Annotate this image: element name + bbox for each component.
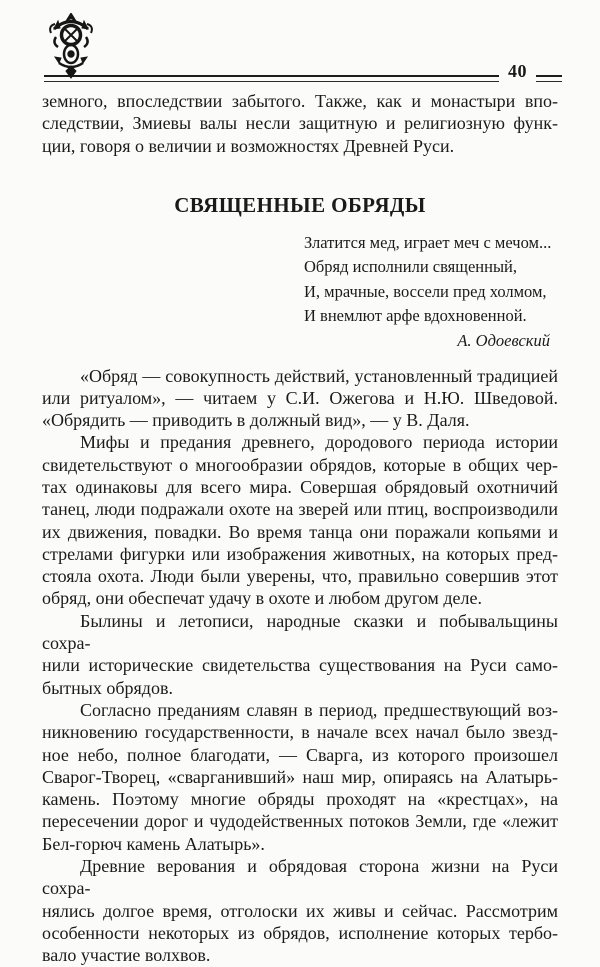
body-line: «Обрядить — приводить в должный вид», — у В. Даля. (42, 410, 470, 431)
paragraph (42, 365, 558, 432)
body-line: вало участие волхвов. (42, 945, 211, 966)
body-line: Бел-горюч камень Алатырь». (42, 833, 265, 854)
body-line: бытных обрядов. (42, 677, 173, 698)
epigraph-line: И внемлют арфе вдохновенной. (304, 306, 527, 326)
body-line: свидетельствуют о многообразии обрядов, которые в общих чер- (42, 454, 558, 475)
epigraph-line: Златится мед, играет меч с мечом... (304, 232, 552, 252)
paragraph (42, 610, 558, 699)
body-line: Мифы и предания древнего, дородового периода истории (80, 432, 558, 453)
header-rule (44, 61, 562, 87)
body-line: или ритуалом», — читаем у С.И. Ожегова и Н.Ю. Шведовой. (42, 387, 558, 408)
paragraph-continuation (42, 90, 558, 157)
body-line: нили исторические свидетельства существования на Руси само- (42, 655, 558, 676)
body-line: Согласно преданиям славян в период, предшествующий воз- (80, 699, 558, 720)
paragraph (42, 431, 558, 609)
body-line: тах одинаковы для всего мира. Совершая обрядовый охотничий (42, 477, 558, 497)
body-line: танец, люди подражали охоте на зверей или птиц, воспроизводили (42, 499, 558, 520)
epigraph-attribution: А. Одоевский (457, 330, 550, 350)
body-line: ное небо, полное благодати, — Сварга, из которого произошел (42, 744, 558, 765)
body-line: следствии, Змиевы валы несли защитную и религиозную функ- (42, 113, 558, 134)
epigraph (304, 231, 558, 352)
body-line: стояла охота. Люди были уверены, что, правильно совершив этот (42, 566, 558, 587)
header-rule-right (536, 75, 562, 82)
section-heading: СВЯЩЕННЫЕ ОБРЯДЫ (174, 192, 426, 217)
page-body (42, 0, 558, 967)
body-line: Древние верования и обрядовая сторона жизни на Руси сохра- (42, 856, 558, 899)
body-line: Сварог-Творец, «сварганивший» наш мир, опираясь на Алатырь- (42, 766, 558, 787)
epigraph-line: И, мрачные, воссели пред холмом, (304, 281, 547, 301)
body-line: никновению государственности, в начале всех начал было звезд- (42, 722, 558, 743)
body-line: обряд, они обеспечат удачу в охоте и любом другом деле. (42, 588, 482, 609)
body-line: камень. Поэтому многие обряды проходят на «крестцах», на (42, 789, 558, 810)
paragraph (42, 699, 558, 855)
body-line: ции, говоря о величии и возможностях Древней Руси. (42, 135, 455, 156)
paragraph (42, 855, 558, 966)
body-line: их движения, повадки. Во время танца они поражали копьями и (42, 521, 558, 542)
body-line: пересечении дорог и чудодейственных потоков Земли, где «лежит (42, 811, 558, 832)
page-number: 40 (508, 61, 527, 81)
ornament-icon (46, 13, 96, 79)
epigraph-line: Обряд исполнили священный, (304, 257, 517, 277)
body-line: нялись долгое время, отголоски их живы и сейчас. Рассмотрим (42, 900, 558, 921)
body-line: «Обряд — совокупность действий, установленный традицией (80, 365, 558, 386)
body-line: земного, впоследствии забытого. Также, как и монастыри впо- (42, 91, 558, 111)
body-line: особенности некоторых из обрядов, исполнение которых тербо- (42, 922, 558, 943)
body-line: стрелами фигурки или изображения животных, на которых пред- (42, 543, 558, 564)
header-rule-left (44, 75, 499, 82)
body-line: Былины и летописи, народные сказки и побывальщины сохра- (42, 610, 558, 654)
